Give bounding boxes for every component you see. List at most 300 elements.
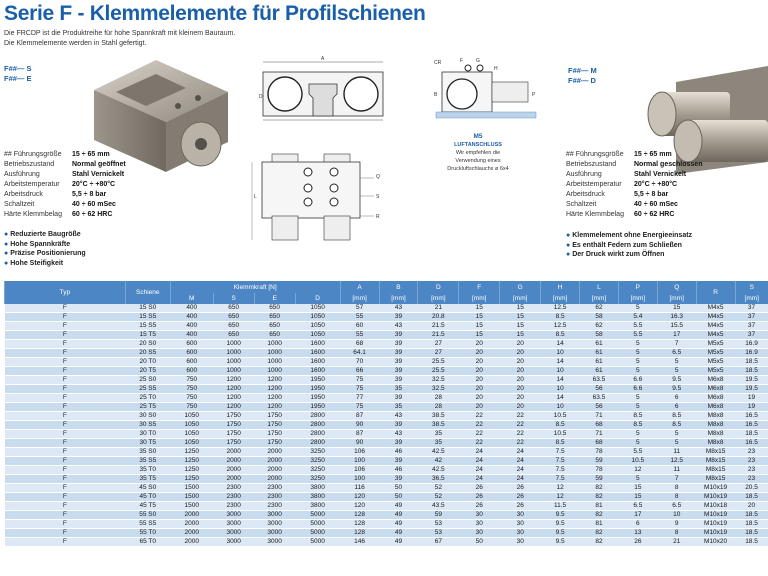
table-cell: 24 [459,457,500,466]
table-row [5,484,768,493]
table-cell: 10 [541,403,580,412]
unit-label: [mm] [580,293,619,304]
feature-text: Reduzierte Baugröße [10,231,81,238]
table-cell: 5 [657,430,696,439]
feature-item [4,259,86,269]
cell-typ: F [5,403,126,412]
table-cell: 600 [170,349,213,358]
spec-row [566,180,702,190]
table-cell: 1750 [254,421,295,430]
table-row [5,466,768,475]
table-cell: 2800 [295,430,340,439]
table-cell: 26 [618,538,657,547]
table-cell: 8.5 [657,412,696,421]
table-cell: 71 [580,412,619,421]
table-cell: 32.5 [418,385,459,394]
table-cell: 49 [379,511,418,520]
table-cell: 20 [459,349,500,358]
table-cell: 23 [735,475,768,484]
table-cell: 22 [500,421,541,430]
table-cell: 26 [459,484,500,493]
table-cell: 28 [418,403,459,412]
table-cell: 2000 [213,466,254,475]
col-header-typ: Typ [5,281,126,304]
table-cell: 5.4 [618,313,657,322]
table-cell: M10x19 [696,484,735,493]
table-cell: 146 [340,538,379,547]
table-cell: 3000 [254,520,295,529]
table-cell: 8.5 [541,439,580,448]
table-cell: 25 T5 [125,403,170,412]
table-cell: 87 [340,430,379,439]
table-cell: 39 [379,457,418,466]
table-cell: 3000 [213,511,254,520]
spec-row [4,150,126,160]
table-cell: 5.5 [618,331,657,340]
table-cell: 37 [735,304,768,313]
dim-label: Q [376,174,380,180]
unit-label: [mm] [657,293,696,304]
table-cell: M8x15 [696,466,735,475]
feature-text: Präzise Positionierung [10,250,86,257]
cell-typ: F [5,520,126,529]
table-cell: 20.8 [418,313,459,322]
table-cell: 10 [657,511,696,520]
table-cell: 5 [618,439,657,448]
table-cell: 20 [459,394,500,403]
table-cell: 20 S0 [125,340,170,349]
table-cell: 1250 [170,466,213,475]
spec-label: Ausführung [4,171,40,178]
dim-label: CR [434,60,442,66]
table-cell: 3000 [213,520,254,529]
cell-typ: F [5,412,126,421]
table-cell: M6x8 [696,394,735,403]
table-cell: 1950 [295,385,340,394]
table-row [5,358,768,367]
table-cell: 39 [379,313,418,322]
table-cell: 22 [459,421,500,430]
table-cell: 30 [500,520,541,529]
table-cell: 71 [580,430,619,439]
table-row [5,538,768,547]
table-cell: 8 [657,529,696,538]
table-cell: 1050 [170,430,213,439]
spec-label: Betriebszustand [4,161,55,168]
table-cell: 30 [500,511,541,520]
table-cell: 15 [459,304,500,313]
table-cell: 20 [459,403,500,412]
table-cell: 21 [418,304,459,313]
spec-label: Betriebszustand [566,161,617,168]
table-cell: 42 [418,457,459,466]
table-cell: 1750 [213,439,254,448]
table-cell: 3250 [295,475,340,484]
table-cell: 30 T5 [125,439,170,448]
table-cell: 30 [459,529,500,538]
table-cell: 3000 [213,529,254,538]
table-cell: 5000 [295,520,340,529]
spec-row [566,210,702,220]
table-cell: 68 [580,421,619,430]
table-cell: 9.5 [541,511,580,520]
page-title: Serie F - Klemmelemente für Profilschienen [4,2,426,25]
table-cell: 20 [500,376,541,385]
table-cell: M6x8 [696,385,735,394]
table-cell: 27 [418,349,459,358]
spec-value: Stahl Vernickelt [634,171,687,178]
table-cell: 8.5 [541,331,580,340]
table-cell: 1600 [295,358,340,367]
table-row [5,529,768,538]
air-note-line: Verwendung eines [455,158,501,164]
dim-label: L [254,194,257,200]
table-cell: 400 [170,331,213,340]
table-cell: 22 [500,412,541,421]
table-cell: 24 [500,466,541,475]
table-cell: 22 [459,439,500,448]
table-cell: 49 [379,529,418,538]
table-cell: 1000 [254,367,295,376]
table-cell: 1200 [254,376,295,385]
model-code: F##— S [4,64,32,73]
table-cell: 5000 [295,538,340,547]
table-cell: 45 S0 [125,484,170,493]
table-cell: 750 [170,403,213,412]
spec-row [4,210,126,220]
table-cell: 32.5 [418,376,459,385]
table-row [5,367,768,376]
table-cell: 5 [657,439,696,448]
feature-text: Hohe Spannkräfte [10,240,71,248]
spec-value: 5,5 ÷ 8 bar [72,191,107,198]
table-cell: 30 S0 [125,412,170,421]
col-header-q: Q [657,281,696,293]
table-cell: 68 [580,439,619,448]
table-cell: 53 [418,529,459,538]
table-cell: 25.5 [418,358,459,367]
dim-label: P [532,92,536,98]
table-cell: 1050 [170,412,213,421]
table-cell: 650 [213,304,254,313]
table-cell: 15 [459,331,500,340]
table-cell: 5000 [295,529,340,538]
table-cell: 18.5 [735,430,768,439]
table-cell: 400 [170,304,213,313]
table-cell: 18.5 [735,358,768,367]
spec-row [4,180,126,190]
table-cell: 22 [500,439,541,448]
cell-typ: F [5,430,126,439]
table-cell: 61 [580,358,619,367]
table-cell: 7.5 [541,475,580,484]
table-cell: 18.5 [735,520,768,529]
table-cell: 56 [580,403,619,412]
spec-row [566,200,702,210]
table-cell: 6.5 [657,502,696,511]
table-row [5,331,768,340]
table-cell: 24 [459,475,500,484]
table-cell: 19.5 [735,385,768,394]
table-cell: 12 [541,493,580,502]
table-cell: 128 [340,511,379,520]
table-cell: 1750 [213,421,254,430]
table-cell: 90 [340,439,379,448]
table-cell: 8 [657,484,696,493]
table-cell: 1050 [295,322,340,331]
table-cell: 1950 [295,403,340,412]
table-cell: 15 T5 [125,331,170,340]
table-cell: 3800 [295,493,340,502]
table-cell: M5x5 [696,367,735,376]
table-cell: 128 [340,529,379,538]
spec-row [566,170,702,180]
table-cell: 21 [657,538,696,547]
table-cell: 38.5 [418,412,459,421]
table-cell: 10.5 [541,430,580,439]
table-cell: 2000 [213,457,254,466]
table-cell: 61 [580,349,619,358]
table-cell: 20 [459,385,500,394]
bullet-icon: ● [566,251,571,258]
table-cell: 61 [580,367,619,376]
table-cell: 30 [500,529,541,538]
table-cell: 750 [170,394,213,403]
bullet-icon: ● [4,231,9,238]
cell-typ: F [5,457,126,466]
feature-item [566,250,692,260]
feature-text: Klemmelement ohne Energieeinsatz [572,232,693,239]
table-cell: 10.5 [541,412,580,421]
unit-label: [mm] [459,293,500,304]
table-cell: 23 [735,457,768,466]
table-cell: 15 [500,322,541,331]
table-cell: 78 [580,448,619,457]
col-header-e: E [254,293,295,304]
table-cell: 750 [170,385,213,394]
table-cell: 50 [379,484,418,493]
table-cell: M5x5 [696,340,735,349]
table-cell: 57 [340,304,379,313]
table-cell: 19 [735,403,768,412]
table-cell: 1000 [213,367,254,376]
table-cell: M6x8 [696,376,735,385]
table-body [5,304,768,547]
table-cell: 20 T5 [125,367,170,376]
table-cell: 13 [618,529,657,538]
air-connection-note [436,133,520,173]
spec-value: Stahl Vernickelt [72,171,125,178]
table-cell: 1000 [213,340,254,349]
left-features [4,230,86,268]
table-cell: 21.5 [418,331,459,340]
table-cell: 5 [618,304,657,313]
table-cell: 20 [500,349,541,358]
table-cell: 78 [580,466,619,475]
bullet-icon: ● [4,250,9,257]
table-cell: M10x19 [696,511,735,520]
table-cell: 106 [340,466,379,475]
table-cell: 42.5 [418,466,459,475]
table-cell: 650 [213,331,254,340]
table-cell: 1950 [295,376,340,385]
table-cell: M8x8 [696,421,735,430]
table-cell: 49 [379,502,418,511]
table-cell: 2300 [254,502,295,511]
table-cell: 2000 [213,475,254,484]
table-cell: 20 [459,340,500,349]
dim-label: R [376,214,380,220]
spec-row [566,150,702,160]
table-row [5,304,768,313]
table-cell: 1200 [213,376,254,385]
table-cell: 5.5 [618,322,657,331]
col-header-p: P [618,281,657,293]
table-cell: 1500 [170,484,213,493]
air-note-line: Wir empfehlen die [455,150,501,156]
table-cell: 2000 [170,529,213,538]
table-cell: 1000 [254,340,295,349]
table-cell: 1750 [254,412,295,421]
table-cell: M4x5 [696,322,735,331]
col-header-b: B [379,281,418,293]
table-cell: 37 [735,331,768,340]
table-cell: 10 [541,385,580,394]
table-cell: 66 [340,367,379,376]
table-cell: 35 S0 [125,448,170,457]
cell-typ: F [5,466,126,475]
spec-label: Arbeitsdruck [4,191,43,198]
unit-label: [mm] [618,293,657,304]
table-cell: 6.5 [618,502,657,511]
table-cell: 24 [500,448,541,457]
table-cell: 8.5 [541,313,580,322]
table-cell: 37 [735,322,768,331]
air-note-line: Druckluftschlauchs ø 6x4 [447,166,509,172]
spec-value: 20°C ÷ +80°C [634,181,678,188]
unit-label: [mm] [418,293,459,304]
table-cell: 1200 [254,385,295,394]
table-cell: 52 [418,484,459,493]
col-header-d-force: D [295,293,340,304]
table-cell: 20 S5 [125,349,170,358]
table-cell: 5 [618,475,657,484]
model-code: F##— M [568,66,597,75]
table-cell: 9.5 [541,538,580,547]
table-cell: 5 [618,349,657,358]
table-cell: 116 [340,484,379,493]
table-cell: 43.5 [418,502,459,511]
table-cell: 16.9 [735,349,768,358]
table-cell: 37 [735,313,768,322]
table-cell: 16.9 [735,340,768,349]
table-cell: 49 [379,538,418,547]
table-cell: 400 [170,313,213,322]
table-cell: 30 [500,538,541,547]
dim-label: A [321,56,325,62]
table-cell: 26 [500,493,541,502]
table-cell: 10 [541,349,580,358]
right-model-codes [568,66,597,86]
table-cell: 1750 [254,430,295,439]
table-cell: 2300 [254,484,295,493]
cell-typ: F [5,322,126,331]
table-row [5,511,768,520]
spec-label: Ausführung [566,171,602,178]
table-cell: 20 [500,403,541,412]
col-header-s-force: S [213,293,254,304]
table-cell: 1000 [254,349,295,358]
table-cell: 1000 [213,358,254,367]
spec-label: Arbeitstemperatur [4,181,60,188]
table-cell: 53 [418,520,459,529]
table-cell: 3250 [295,448,340,457]
table-cell: 45 T5 [125,502,170,511]
table-cell: 63.5 [580,394,619,403]
table-cell: 3000 [213,538,254,547]
table-cell: 7 [657,475,696,484]
bullet-icon: ● [566,241,571,249]
table-cell: 5 [618,430,657,439]
table-cell: 7.5 [541,466,580,475]
table-cell: 2300 [213,484,254,493]
bullet-icon: ● [4,259,9,267]
table-cell: 2000 [170,520,213,529]
table-cell: 1950 [295,394,340,403]
table-cell: 3000 [254,529,295,538]
table-cell: 25.5 [418,367,459,376]
table-cell: 55 S0 [125,511,170,520]
dim-label: F [460,58,464,64]
table-cell: 24 [459,448,500,457]
table-cell: 26 [500,502,541,511]
table-cell: 12 [541,484,580,493]
table-cell: 42.5 [418,448,459,457]
table-cell: M8x8 [696,430,735,439]
table-cell: 18.5 [735,529,768,538]
table-cell: 30 [459,520,500,529]
table-cell: 15 [500,304,541,313]
table-cell: 20 [500,358,541,367]
table-cell: 1050 [295,331,340,340]
table-cell: 22 [500,430,541,439]
table-cell: 5 [618,340,657,349]
table-cell: 39 [379,475,418,484]
table-cell: 14 [541,376,580,385]
table-cell: 3250 [295,466,340,475]
table-cell: 26 [459,502,500,511]
table-cell: M8x15 [696,475,735,484]
table-cell: 12 [618,466,657,475]
table-cell: 15 S0 [125,304,170,313]
table-cell: 5 [618,394,657,403]
table-cell: 1000 [213,349,254,358]
spec-value: 20°C ÷ +80°C [72,181,116,188]
table-cell: 600 [170,340,213,349]
col-header-klemmkraft: Klemmkraft [N] [170,281,340,293]
table-cell: M6x8 [696,403,735,412]
table-cell: 1200 [254,394,295,403]
table-cell: 3800 [295,484,340,493]
table-cell: 15 [618,493,657,502]
table-row [5,475,768,484]
table-cell: 650 [213,322,254,331]
table-cell: 1050 [295,304,340,313]
spec-label: ## Führungsgröße [4,151,62,158]
table-cell: M8x8 [696,439,735,448]
unit-label: [mm] [340,293,379,304]
table-row [5,439,768,448]
